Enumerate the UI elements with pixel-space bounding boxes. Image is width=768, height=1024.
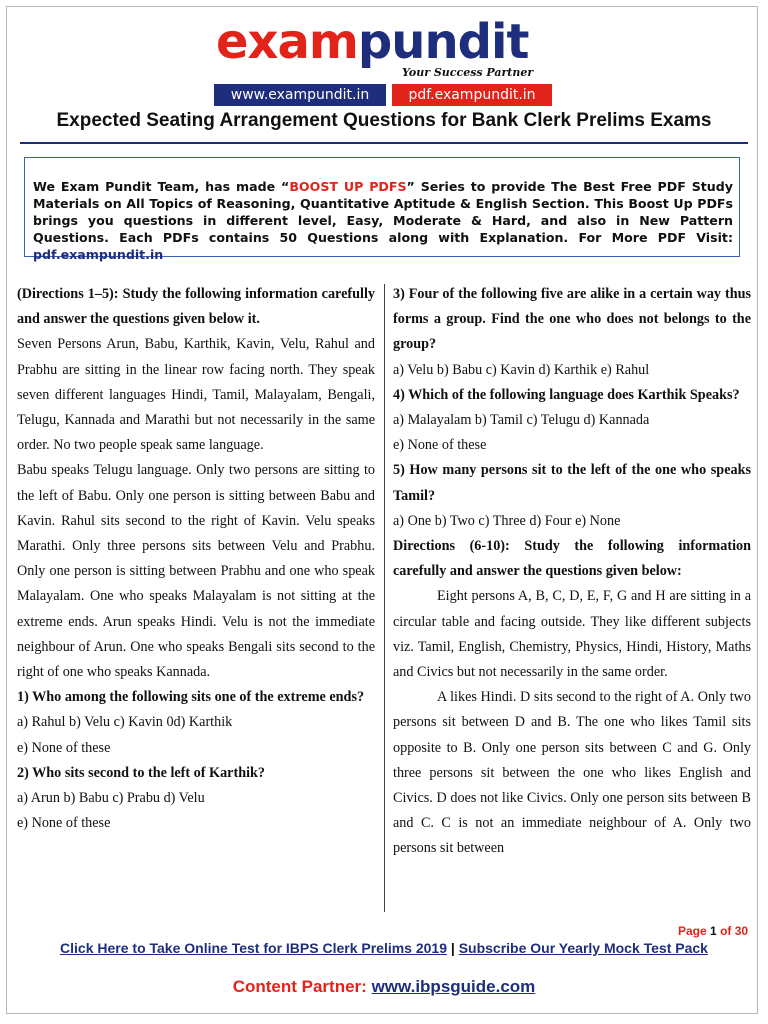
- directions-1-5: (Directions 1–5): Study the following information carefully and answer the questions given below it.: [17, 286, 375, 328]
- document-title: Expected Seating Arrangement Questions for Bank Clerk Prelims Exams: [56, 110, 712, 131]
- question-1-options: a) Rahul b) Velu c) Kavin 0d) Karthik: [17, 714, 233, 731]
- question-4-options: a) Malayalam b) Tamil c) Telugu d) Kannada: [393, 412, 650, 429]
- question-5: 5) How many persons sit to the left of the one who speaks Tamil?: [393, 462, 751, 504]
- question-3: 3) Four of the following five are alike in a certain way thus forms a group. Find the one who does not belongs to the group?: [393, 286, 751, 353]
- puzzle-intro-paragraph: Seven Persons Arun, Babu, Karthik, Kavin, Velu, Rahul and Prabhu are sitting in the linear row facing north. They speak seven different languages Hindi, Tamil, Malayalam, Bengali, Telugu, Kannada and Marathi but not necessarily in the same order. No two people speak same language.: [17, 336, 375, 454]
- question-4-option-e: e) None of these: [393, 437, 487, 454]
- logo-exam-text: exam: [216, 14, 358, 70]
- content-partner-label: Content Partner:: [232, 977, 367, 996]
- page-current: 1: [710, 924, 717, 938]
- intro-text-2: ” Series to provide The Best Free PDF Study Materials on All Topics of Reasoning, Quantitative Aptitude & English Section. This Boost Up PDFs brings you questions in different level, Easy, Moderate & Hard, and also in New Pattern Questions. Each PDFs contains 50 Questions along with Explanation. For More PDF Visit:: [33, 179, 733, 245]
- site-url-link[interactable]: www.exampundit.in: [214, 84, 386, 106]
- left-column: [17, 282, 375, 836]
- logo-pundit-text: pundit: [357, 14, 529, 70]
- online-test-link[interactable]: Click Here to Take Online Test for IBPS Clerk Prelims 2019: [60, 940, 447, 956]
- question-5-options: a) One b) Two c) Three d) Four e) None: [393, 512, 621, 529]
- circular-puzzle-intro: Eight persons A, B, C, D, E, F, G and H are sitting in a circular table and facing outside. They like different subjects viz. Tamil, English, Chemistry, Physics, Hindi, History, Maths and Civics but not necessarily in the same order.: [393, 588, 751, 681]
- question-3-options: a) Velu b) Babu c) Kavin d) Karthik e) Rahul: [393, 361, 650, 378]
- pdf-url-link[interactable]: pdf.exampundit.in: [392, 84, 552, 106]
- question-1: 1) Who among the following sits one of the extreme ends?: [17, 689, 365, 706]
- puzzle-conditions-paragraph: Babu speaks Telugu language. Only two persons are sitting to the left of Babu. Only one person is sitting between Babu and Kavin. Rahul sits second to the right of Kavin. Velu speaks Marathi. Only three persons sits between Velu and Prabhu. Only one person is sitting between Prabhu and one who speak Malayalam. One who speaks Malayalam is not sitting at the extreme ends. Arun speaks Hindi. Velu is not the immediate neighbour of Arun. One who speaks Bengali sits second to the right of one who speaks Kannada.: [17, 462, 375, 681]
- intro-box: [24, 157, 740, 262]
- question-4: 4) Which of the following language does Karthik Speaks?: [393, 386, 740, 403]
- question-2-option-e: e) None of these: [17, 815, 111, 832]
- subscribe-mock-link[interactable]: Subscribe Our Yearly Mock Test Pack: [458, 940, 708, 956]
- page-number: [678, 924, 748, 938]
- boost-up-highlight: BOOST UP PDFS: [289, 179, 407, 194]
- question-1-option-e: e) None of these: [17, 739, 111, 756]
- question-2: 2) Who sits second to the left of Karthik?: [17, 764, 266, 781]
- tagline: Your Success Partner: [402, 66, 534, 79]
- question-2-options: a) Arun b) Babu c) Prabu d) Velu: [17, 790, 205, 807]
- circular-puzzle-conditions: A likes Hindi. D sits second to the right of A. Only two persons sit between D and B. The one who likes Tamil sits opposite to B. Only one person sits between C and G. Only three persons sit between the one who likes English and Civics. D does not like Civics. Only one person sits between B and C. C is not an immediate neighbour of A. Only two persons sit between: [393, 689, 751, 857]
- directions-6-10: Directions (6-10): Study the following information carefully and answer the questions given below:: [393, 538, 751, 580]
- footer-links: [0, 940, 768, 956]
- title-divider: [20, 142, 748, 144]
- content-partner: [0, 977, 768, 997]
- column-divider: [384, 284, 385, 912]
- right-column: [393, 282, 751, 862]
- page-label: Page: [678, 924, 707, 938]
- page-total: 30: [734, 924, 749, 938]
- page-of: of: [720, 924, 732, 938]
- intro-pdf-link[interactable]: pdf.exampundit.in: [33, 247, 164, 262]
- ibpsguide-link[interactable]: www.ibpsguide.com: [371, 977, 536, 996]
- footer-separator: |: [450, 940, 455, 956]
- exampundit-logo: [216, 14, 529, 70]
- intro-text-1: We Exam Pundit Team, has made “: [33, 179, 290, 194]
